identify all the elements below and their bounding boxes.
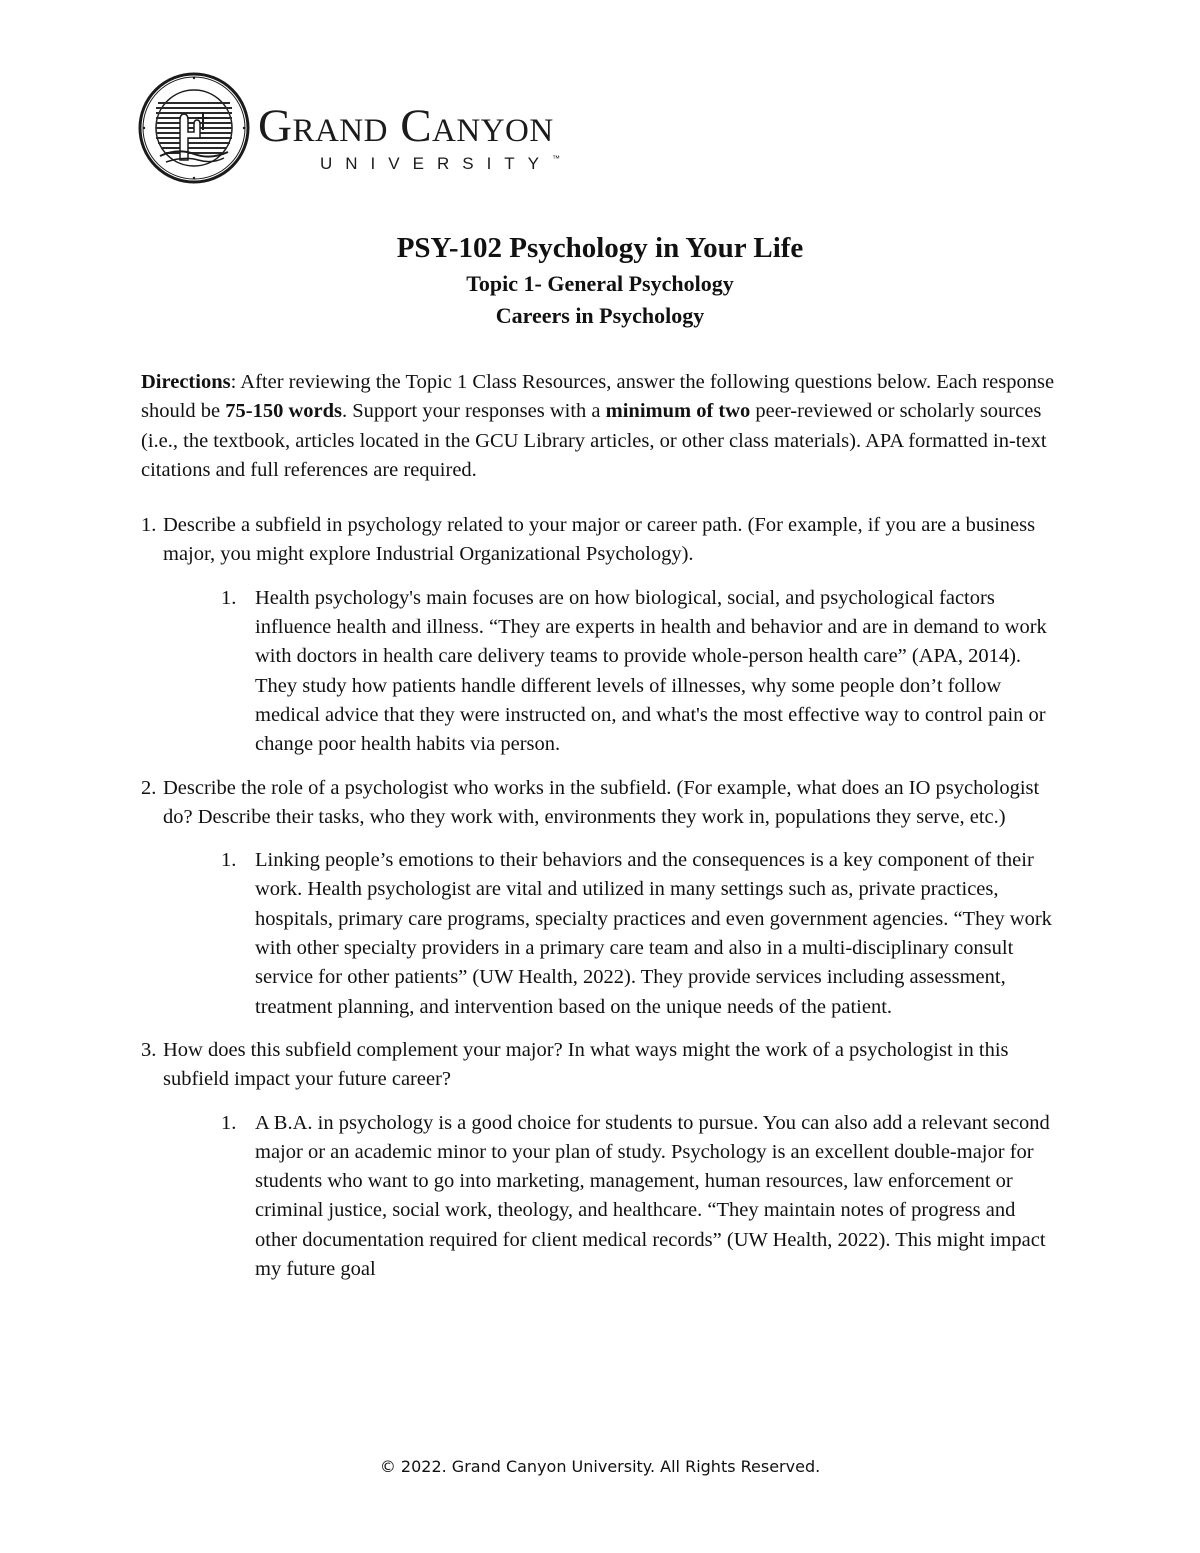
university-seal-icon: [138, 72, 250, 184]
word-count-emphasis: 75-150 words: [225, 400, 343, 423]
document-titles: [0, 228, 1200, 332]
copyright-footer: © 2022. Grand Canyon University. All Rights Reserved.: [379, 1457, 821, 1476]
question-text: Describe the role of a psychologist who works in the subfield. (For example, what does an IO psychologist do? Describe their tasks, who they work with, environments they work in, populations they serve, etc.): [163, 776, 1040, 828]
directions-label: Directions: [141, 371, 231, 393]
logo-text-grand-canyon: Grand Canyon: [258, 100, 554, 152]
source-count-emphasis: minimum of two: [605, 400, 751, 423]
question-2: [141, 774, 1061, 833]
answer-number: 1.: [221, 586, 237, 609]
assignment-title: Careers in Psychology: [495, 303, 705, 328]
topic-title: Topic 1- General Psychology: [466, 271, 734, 296]
directions-paragraph: Directions: After reviewing the Topic 1 Class Resources, answer the following questions below. Each response should be 75-150 words. Support your responses with a minimum of two peer-reviewed or scholarly sources (i.e., the textbook, articles located in the GCU Library articles, or other class materials). APA formatted in-text citations and full references are required.: [141, 371, 1055, 481]
question-number: 1.: [141, 514, 157, 537]
question-3: [141, 1036, 1061, 1095]
answer-3: [221, 1109, 1061, 1285]
question-text: How does this subfield complement your major? In what ways might the work of a psychologist in this subfield impact your future career?: [163, 1038, 1009, 1091]
answer-text: A B.A. in psychology is a good choice for students to pursue. You can also add a relevant second major or an academic minor to your plan of study. Psychology is an excellent double-major for students who want to go into marketing, management, human resources, law enforcement or criminal justice, social work, theology, and healthcare. “They maintain notes of progress and other documentation required for client medical records” (UW Health, 2022). This might impact my future goal: [255, 1111, 1050, 1281]
question-number: 3.: [141, 1038, 157, 1061]
answer-text: Health psychology's main focuses are on how biological, social, and psychological factors influence health and illness. “They are experts in health and behavior and are in demand to work with doctors in health care delivery teams to provide whole-person health care” (APA, 2014). They study how patients handle different levels of illnesses, why some people don’t follow medical advice that they were instructed on, and what's the most effective way to control pain or change poor health habits via person.: [255, 586, 1047, 756]
course-title: PSY-102 Psychology in Your Life: [396, 232, 804, 264]
document-body: [141, 368, 1061, 1298]
answer-1: [221, 584, 1061, 760]
university-header: [138, 72, 658, 182]
question-number: 2.: [141, 776, 157, 799]
answer-number: 1.: [221, 1111, 237, 1134]
trademark-symbol: ™: [552, 154, 561, 163]
university-wordmark: [258, 102, 678, 174]
logo-text-university: UNIVERSITY™: [320, 154, 561, 173]
answer-2: [221, 846, 1061, 1022]
question-1: [141, 511, 1061, 570]
answer-text: Linking people’s emotions to their behaviors and the consequences is a key component of their work. Health psychologist are vital and utilized in many settings such as, private practices, hospitals, primary care programs, specialty practices and even government agencies. “They work with other specialty providers in a primary care team and also in a multi-disciplinary consult service for other patients” (UW Health, 2022). They provide services including assessment, treatment planning, and intervention based on the unique needs of the patient.: [255, 849, 1052, 1018]
answer-number: 1.: [221, 849, 237, 872]
question-text: Describe a subfield in psychology related to your major or career path. (For example, if you are a business major, you might explore Industrial Organizational Psychology).: [163, 514, 1036, 566]
